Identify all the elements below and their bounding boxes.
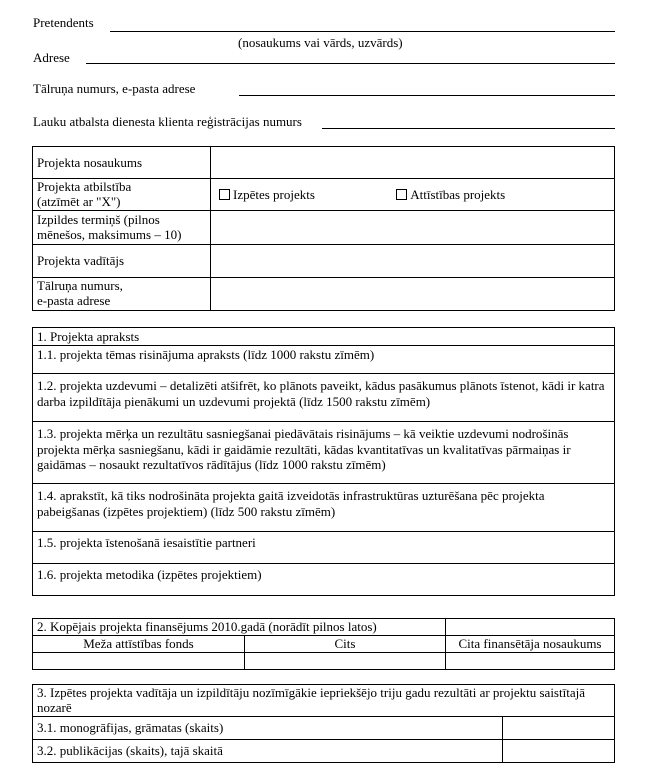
description-item-4[interactable]: 1.4. aprakstīt, kā tiks nodrošināta projekta gaitā izveidotās infrastruktūras uzturēšana pēc projekta pabeigšanas (izpētes projektiem) (līdz 500 rakstu zīmēm)	[33, 484, 615, 532]
description-title: 1. Projekta apraksts	[33, 328, 615, 346]
table-row	[33, 717, 615, 740]
table-row	[33, 532, 615, 564]
results-row-2-label: 3.2. publikācijas (skaits), tajā skaitā	[33, 740, 503, 763]
description-item-1[interactable]: 1.1. projekta tēmas risinājuma apraksts (līdz 1000 rakstu zīmēm)	[33, 346, 615, 374]
adrese-field-line[interactable]	[86, 63, 615, 64]
description-item-5[interactable]: 1.5. projekta īstenošanā iesaistītie partneri	[33, 532, 615, 564]
financing-col-other: Cits	[245, 636, 446, 653]
pretendents-note: (nosaukums vai vārds, uzvārds)	[238, 35, 403, 50]
option-research[interactable]: Izpētes projekts	[219, 187, 393, 203]
results-table	[32, 684, 615, 763]
table-row	[33, 652, 615, 669]
description-item-2[interactable]: 1.2. projekta uzdevumi – detalizēti atšifrēt, ko plānots paveikt, kādus pasākumus plānots īstenot, kādi ir katra darba izpildītāja pienākumi un uzdevumi projektā (līdz 1500 rakstu zīmēm)	[33, 374, 615, 422]
talrunis-field-line[interactable]	[239, 95, 615, 96]
results-row-1-label: 3.1. monogrāfijas, grāmatas (skaits)	[33, 717, 503, 740]
project-conformity-label: Projekta atbilstība (atzīmēt ar "X")	[33, 179, 211, 211]
phone-input[interactable]	[211, 278, 615, 311]
table-row	[33, 147, 615, 179]
financing-maf-input[interactable]	[33, 652, 245, 669]
lad-label: Lauku atbalsta dienesta klienta reģistrācijas numurs	[33, 114, 302, 129]
table-row	[33, 278, 615, 311]
description-item-3[interactable]: 1.3. projekta mērķa un rezultātu sasniegšanai piedāvātais risinājums – kā veiktie uzdevumi nodrošinās projekta mērķa sasniegšanu, kādi ir gaidāmie rezultāti, kādas kvantitatīvas un kvalitatīvas pārmaiņas ir gaidāmas – nosaukt rezultatīvos rādītājus (līdz 1000 rakstu zīmēm)	[33, 422, 615, 484]
description-table	[32, 327, 615, 596]
table-row	[33, 685, 615, 717]
manager-input[interactable]	[211, 245, 615, 278]
financing-other-input[interactable]	[245, 652, 446, 669]
financing-col-other-name: Cita finansētāja nosaukums	[446, 636, 615, 653]
phone-label: Tālruņa numurs, e-pasta adrese	[33, 278, 211, 311]
table-row	[33, 740, 615, 763]
option-development[interactable]: Attīstības projekts	[396, 187, 505, 202]
deadline-input[interactable]	[211, 211, 615, 245]
table-row	[33, 484, 615, 532]
table-row	[33, 422, 615, 484]
description-item-6[interactable]: 1.6. projekta metodika (izpētes projektiem)	[33, 564, 615, 596]
financing-table	[32, 618, 615, 670]
adrese-label: Adrese	[33, 50, 70, 65]
pretendents-field-line[interactable]	[110, 31, 615, 32]
table-row	[33, 211, 615, 245]
project-name-label: Projekta nosaukums	[33, 147, 211, 179]
financing-other-name-input[interactable]	[446, 652, 615, 669]
financing-col-maf: Meža attīstības fonds	[33, 636, 245, 653]
table-row	[33, 374, 615, 422]
lad-field-line[interactable]	[322, 128, 615, 129]
results-title: 3. Izpētes projekta vadītāja un izpildītāju nozīmīgākie iepriekšējo triju gadu rezultāti ar projektu saistītajā nozarē	[33, 685, 615, 717]
table-row	[33, 346, 615, 374]
results-row-2-input[interactable]	[503, 740, 615, 763]
table-row	[33, 328, 615, 346]
project-conformity-options	[211, 179, 615, 211]
results-row-1-input[interactable]	[503, 717, 615, 740]
project-info-table	[32, 146, 615, 311]
table-row	[33, 564, 615, 596]
table-row	[33, 179, 615, 211]
financing-title: 2. Kopējais projekta finansējums 2010.gadā (norādīt pilnos latos)	[33, 619, 446, 636]
talrunis-label: Tālruņa numurs, e-pasta adrese	[33, 81, 196, 96]
table-row	[33, 636, 615, 653]
financing-title-blank	[446, 619, 615, 636]
pretendents-label: Pretendents	[33, 15, 94, 30]
table-row	[33, 619, 615, 636]
deadline-label: Izpildes termiņš (pilnos mēnešos, maksimums – 10)	[33, 211, 211, 245]
project-name-input[interactable]	[211, 147, 615, 179]
table-row	[33, 245, 615, 278]
checkbox-research[interactable]	[219, 189, 230, 200]
manager-label: Projekta vadītājs	[33, 245, 211, 278]
checkbox-development[interactable]	[396, 189, 407, 200]
